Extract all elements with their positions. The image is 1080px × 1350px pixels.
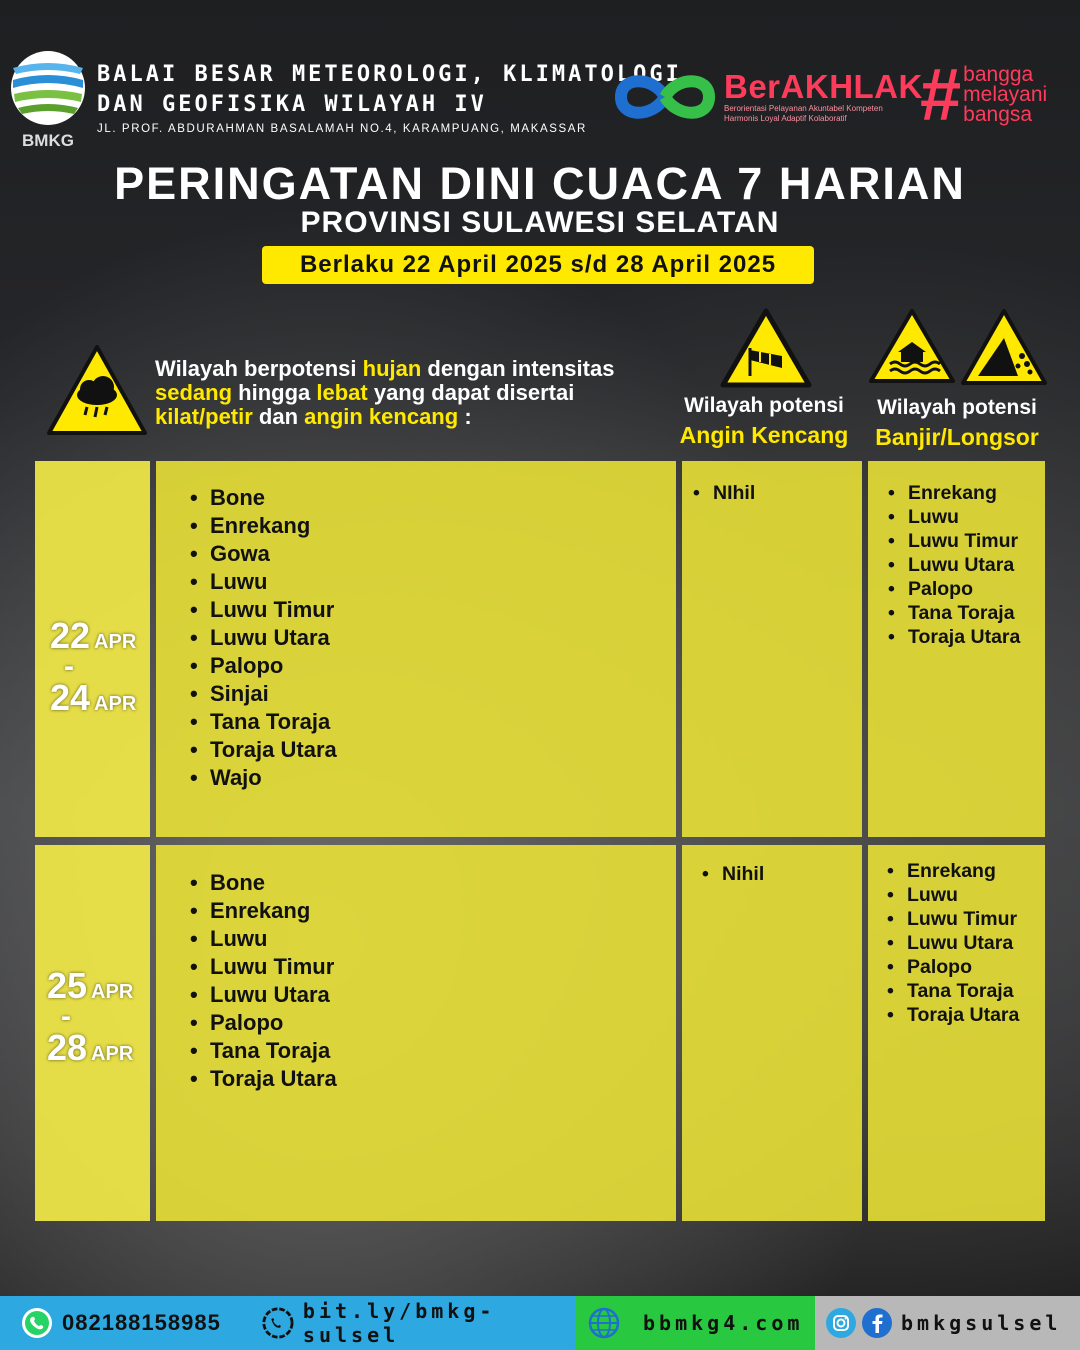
list-item: • Enrekang: [188, 512, 676, 540]
landslide-warning-icon: [960, 308, 1048, 386]
bmkg-logo: [8, 50, 88, 150]
org-block: [97, 60, 698, 135]
signal-icon: [261, 1305, 295, 1341]
list-item: • Palopo: [886, 577, 1045, 601]
bitly-url: bit.ly/bmkg-sulsel: [302, 1299, 496, 1347]
org-address: JL. PROF. ABDURAHMAN BASALAMAH NO.4, KARAMPUANG, MAKASSAR: [97, 123, 587, 135]
list-item: • Wajo: [188, 764, 676, 792]
phone-number: 082188158985: [62, 1310, 221, 1335]
flood-warning-icon: [868, 308, 956, 384]
list-item: • Toraja Utara: [188, 1065, 676, 1093]
period-2-wind-list: [700, 862, 862, 886]
list-item: • Luwu Timur: [886, 529, 1045, 553]
list-item: • Nihil: [700, 862, 862, 886]
phone-contact[interactable]: [0, 1296, 245, 1350]
period-1-rain-cell: [156, 461, 676, 837]
wind-column-header: Wilayah potensi Angin Kencang: [679, 394, 849, 448]
list-item: • Bone: [188, 484, 676, 512]
validity-badge: Berlaku 22 April 2025 s/d 28 April 2025: [262, 246, 814, 284]
list-item: • Luwu Utara: [188, 981, 676, 1009]
list-item: • Luwu Utara: [886, 553, 1045, 577]
period-2-rain-cell: [156, 845, 676, 1221]
list-item: • Luwu: [886, 505, 1045, 529]
period-1-wind-list: [691, 481, 862, 505]
list-item: • Enrekang: [885, 859, 1045, 883]
list-item: • Enrekang: [886, 481, 1045, 505]
whatsapp-icon: [20, 1306, 54, 1340]
org-name-line1: BALAI BESAR METEOROLOGI, KLIMATOLOGI,: [97, 62, 699, 87]
list-item: • NIhil: [691, 481, 862, 505]
wind-warning-icon: [720, 308, 812, 388]
svg-text:BMKG: BMKG: [22, 131, 74, 150]
list-item: • Luwu Timur: [885, 907, 1045, 931]
list-item: • Palopo: [188, 1009, 676, 1037]
page-subtitle: PROVINSI SULAWESI SELATAN: [300, 206, 780, 239]
list-item: • Luwu Timur: [188, 596, 676, 624]
berakhlak-logo: BerAKHLAK Berorientasi Pelayanan Akuntabel Kompeten Harmonis Loyal Adaptif Kolaboratif: [724, 68, 923, 123]
list-item: • Luwu Utara: [188, 624, 676, 652]
list-item: • Luwu: [188, 568, 676, 596]
list-item: • Toraja Utara: [188, 736, 676, 764]
social-link[interactable]: [815, 1296, 1080, 1350]
list-item: • Luwu: [188, 925, 676, 953]
period-1-dates: 22 APR - 24 APR: [50, 615, 137, 718]
list-item: • Tana Toraja: [885, 979, 1045, 1003]
list-item: • Bone: [188, 869, 676, 897]
list-item: • Tana Toraja: [188, 708, 676, 736]
period-2-rain-list: [188, 869, 676, 1093]
page-title: PERINGATAN DINI CUACA 7 HARIAN: [114, 158, 966, 209]
rain-warning-icon: [45, 343, 149, 437]
contact-footer: [0, 1296, 1080, 1350]
list-item: • Tana Toraja: [188, 1037, 676, 1065]
period-2-dates: 25 APR - 28 APR: [47, 965, 134, 1068]
facebook-icon: [861, 1307, 893, 1339]
bitly-link[interactable]: [245, 1296, 575, 1350]
list-item: • Gowa: [188, 540, 676, 568]
rain-description: Wilayah berpotensi hujan dengan intensitas sedang hingga lebat yang dapat disertai kilat/petir dan angin kencang :: [155, 356, 615, 429]
website-url: bbmkg4.com: [643, 1311, 804, 1335]
period-1-flood-cell: [868, 461, 1045, 837]
infinity-logo: [615, 68, 715, 126]
period-2-flood-list: [885, 859, 1045, 1027]
list-item: • Sinjai: [188, 680, 676, 708]
globe-icon: [587, 1306, 621, 1340]
list-item: • Toraja Utara: [886, 625, 1045, 649]
website-link[interactable]: [575, 1296, 815, 1350]
list-item: • Tana Toraja: [886, 601, 1045, 625]
list-item: • Luwu Utara: [885, 931, 1045, 955]
org-name-line2: DAN GEOFISIKA WILAYAH IV: [97, 92, 487, 117]
flood-column-header: Wilayah potensi Banjir/Longsor: [875, 396, 1039, 450]
list-item: • Luwu Timur: [188, 953, 676, 981]
list-item: • Palopo: [885, 955, 1045, 979]
instagram-icon: [825, 1307, 857, 1339]
list-item: • Palopo: [188, 652, 676, 680]
social-handle: bmkgsulsel: [901, 1311, 1062, 1335]
period-1-rain-list: [188, 484, 676, 792]
bangga-melayani-logo: # bangga melayani bangsa: [920, 53, 1048, 136]
period-1-flood-list: [886, 481, 1045, 649]
period-2-flood-cell: [868, 845, 1045, 1221]
list-item: • Enrekang: [188, 897, 676, 925]
period-1-wind-cell: [682, 461, 862, 837]
list-item: • Luwu: [885, 883, 1045, 907]
period-2-wind-cell: [682, 845, 862, 1221]
list-item: • Toraja Utara: [885, 1003, 1045, 1027]
